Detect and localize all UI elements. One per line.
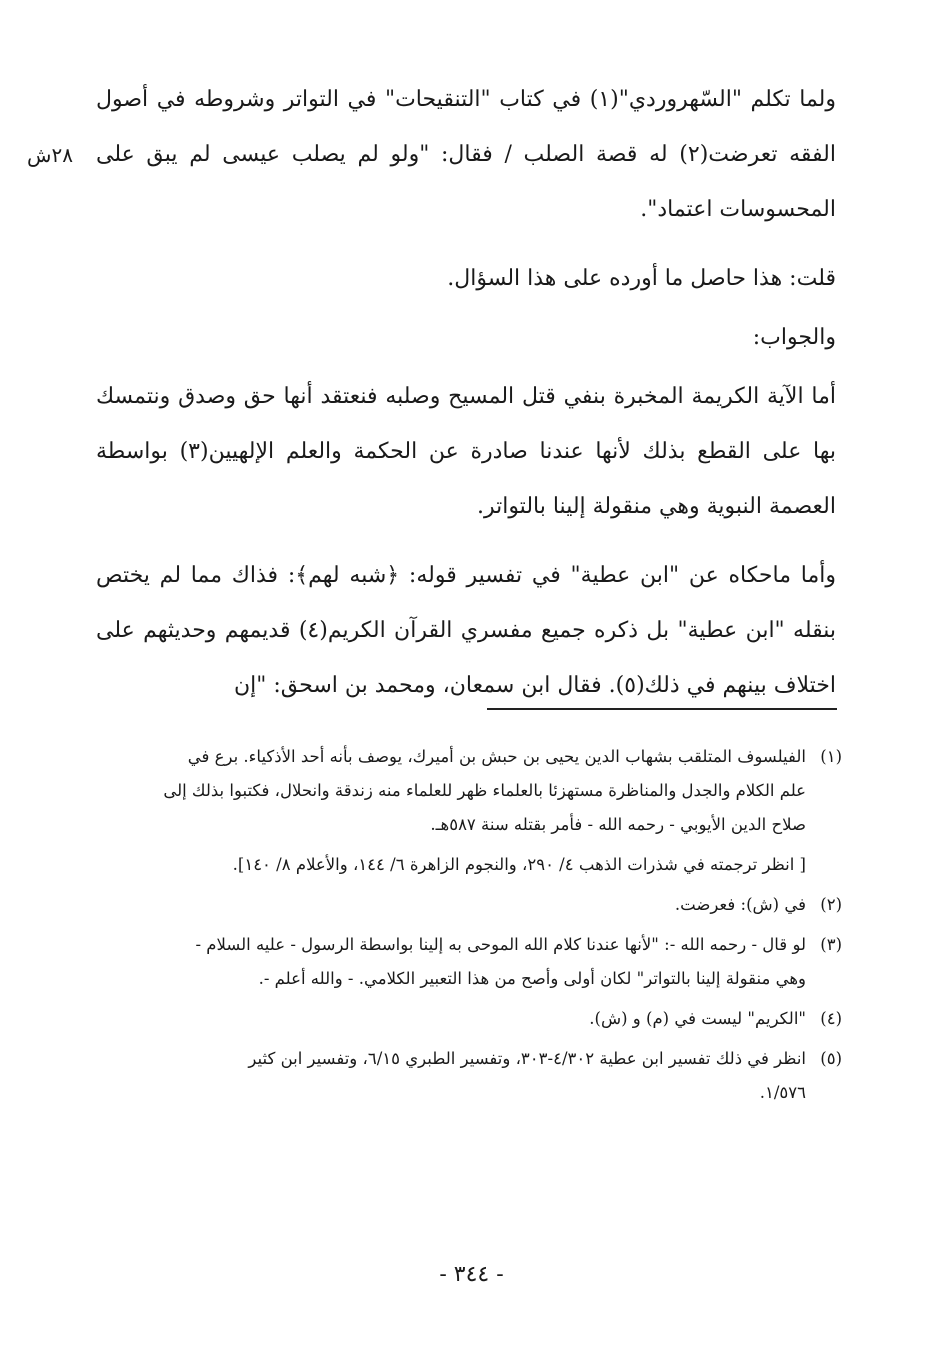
- footnote-2: [100, 888, 842, 922]
- paragraph-2: قلت: هذا حاصل ما أورده على هذا السؤال.: [447, 266, 836, 291]
- footnote-line: الفيلسوف المتلقب بشهاب الدين يحيى بن حبش بن أميرك، يوصف بأنه أحد الأذكياء. برع في: [187, 747, 806, 766]
- footnote-number: (٤): [820, 1009, 842, 1028]
- footnote-5: [100, 1042, 842, 1110]
- footnote-text: [100, 928, 806, 996]
- footnote-number: (٥): [820, 1049, 842, 1068]
- footnote-line: انظر في ذلك تفسير ابن عطية ٤/٣٠٢-٣٠٣، وتفسير الطبري ٦/١٥، وتفسير ابن كثير: [248, 1049, 806, 1068]
- paragraph-1: ولما تكلم "السّهروردي"(١) في كتاب "التنقيحات" في التواتر وشروطه في أصول الفقه تعرضت(٢) له قصة الصلب / فقال: "ولو لم يصلب عيسى لم يبق على المحسوسات اعتماد".: [96, 87, 837, 222]
- footnote-text: [100, 888, 806, 922]
- footnote-line: وهي منقولة إلينا بالتواتر" لكان أولى وأصح من هذا التعبير الكلامي. - والله أعلم -.: [258, 969, 806, 988]
- footnote-text: [100, 1002, 806, 1036]
- footnote-line: في (ش): فعرضت.: [674, 895, 806, 914]
- footnote-divider: [487, 708, 837, 710]
- body-text: [96, 72, 836, 727]
- footnote-4: [100, 1002, 842, 1036]
- footnote-text: [100, 740, 806, 842]
- page-number: - ٣٤٤ -: [439, 1262, 504, 1287]
- footnote-text: [100, 1042, 806, 1110]
- footnote-number: (١): [820, 747, 842, 766]
- footnote-3: [100, 928, 842, 996]
- footnote-line: صلاح الدين الأيوبي - رحمه الله - فأمر بقتله سنة ٥٨٧هـ.: [430, 815, 806, 834]
- footnote-line: ١/٥٧٦.: [759, 1083, 806, 1102]
- footnote-1: [100, 740, 842, 842]
- footnote-citation: [ انظر ترجمته في شذرات الذهب ٤/ ٢٩٠، والنجوم الزاهرة ٦/ ١٤٤، والأعلام ٨/ ١٤٠].: [232, 855, 806, 874]
- footnote-number: (٣): [820, 935, 842, 954]
- footnote-line: لو قال - رحمه الله -: "لأنها عندنا كلام الله الموحى به إلينا بواسطة الرسول - عليه السلام -: [195, 935, 806, 954]
- margin-note: ٢٨ش: [27, 143, 73, 167]
- footnote-line: "الكريم" ليست في (م) و (ش).: [589, 1009, 806, 1028]
- paragraph-4: أما الآية الكريمة المخبرة بنفي قتل المسيح وصلبه فنعتقد أنها حق وصدق ونتمسك بها على القطع بذلك لأنها عندنا صادرة عن الحكمة والعلم الإلهيين(٣) بواسطة العصمة النبوية وهي منقولة إلينا بالتواتر.: [96, 384, 837, 519]
- footnote-line: علم الكلام والجدل والمناظرة مستهزئا بالعلماء ظهر للعلماء منه زندقة وانحلال، فكتبوا بذلك إلى: [163, 781, 806, 800]
- paragraph-3: والجواب:: [752, 325, 836, 350]
- footnotes: [100, 740, 842, 1116]
- paragraph-5: وأما ماحكاه عن "ابن عطية" في تفسير قوله: ﴿شبه لهم﴾: فذاك مما لم يختص بنقله "ابن عطية" بل ذكره جميع مفسري القرآن الكريم(٤) قديمهم وحديثهم على اختلاف بينهم في ذلك(٥). فقال ابن سمعان، ومحمد بن اسحق: "إن: [96, 563, 836, 698]
- footnote-number: (٢): [820, 895, 842, 914]
